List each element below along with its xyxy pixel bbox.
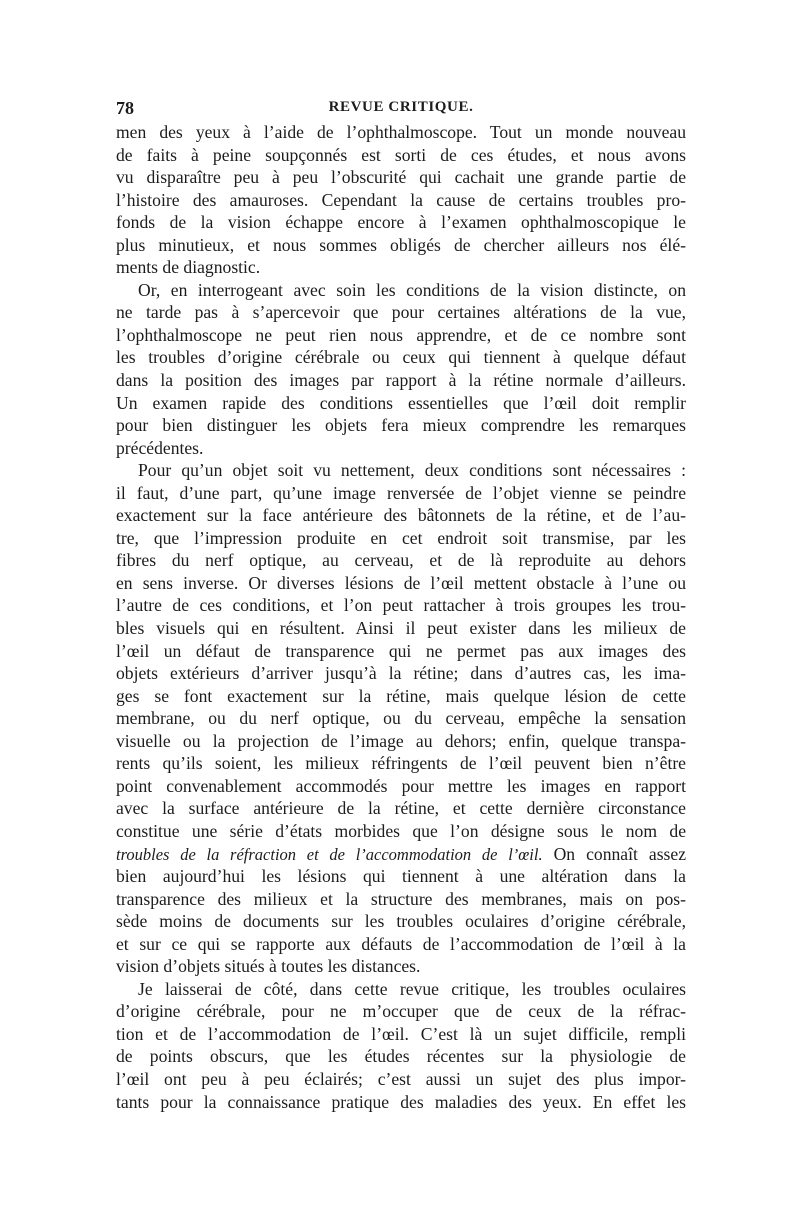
text-line: l’ophthalmoscope ne peut rien nous apprendre, et de ce nombre sont xyxy=(116,324,686,345)
text-line: point convenablement accommodés pour mettre les images en rapport xyxy=(116,775,686,796)
text-line: avec la surface antérieure de la rétine, et cette dernière circonstance xyxy=(116,798,686,819)
paragraph-end-line: ments de diagnostic. xyxy=(116,257,261,278)
text-line: de faits à peine soupçonnés est sorti de ces études, et nous avons xyxy=(116,144,686,165)
paragraph-start-line: Or, en interrogeant avec soin les conditions de la vision distincte, on xyxy=(138,279,686,300)
paragraph-end-line: vision d’objets situés à toutes les distances. xyxy=(116,956,421,977)
text-line: objets extérieurs d’arriver jusqu’à la rétine; dans d’autres cas, les ima- xyxy=(116,663,686,684)
text-line: de points obscurs, que les études récentes sur la physiologie de xyxy=(116,1046,686,1067)
text-line: tants pour la connaissance pratique des maladies des yeux. En effet les xyxy=(116,1091,686,1112)
text-line: l’œil ont peu à peu éclairés; c’est aussi un sujet des plus impor- xyxy=(116,1068,686,1089)
text-line: ges se font exactement sur la rétine, mais quelque lésion de cette xyxy=(116,685,686,706)
text-line: constitue une série d’états morbides que l’on désigne sous le nom de xyxy=(116,820,686,841)
text-line: bles visuels qui en résultent. Ainsi il peut exister dans les milieux de xyxy=(116,618,686,639)
text-line: sède moins de documents sur les troubles oculaires d’origine cérébrale, xyxy=(116,911,686,932)
text-line: rents qu’ils soient, les milieux réfringents de l’œil peuvent bien n’être xyxy=(116,753,686,774)
text-line: exactement sur la face antérieure des bâtonnets de la rétine, et de l’au- xyxy=(116,505,686,526)
text-line: men des yeux à l’aide de l’ophthalmoscope. Tout un monde nouveau xyxy=(116,122,686,142)
text-line: ne tarde pas à s’apercevoir que pour certaines altérations de la vue, xyxy=(116,302,686,323)
text-line: l’histoire des amauroses. Cependant la cause de certains troubles pro- xyxy=(116,189,686,210)
text-line: d’origine cérébrale, pour ne m’occuper que de ceux de la réfrac- xyxy=(116,1001,686,1022)
text-line: il faut, d’une part, qu’une image renversée de l’objet vienne se peindre xyxy=(116,482,686,503)
paragraph-end-line: précédentes. xyxy=(116,437,204,458)
text-line: l’autre de ces conditions, et l’on peut rattacher à trois groupes les trou- xyxy=(116,595,686,616)
running-head: REVUE CRITIQUE. xyxy=(328,99,474,115)
text-line: les troubles d’origine cérébrale ou ceux qui tiennent à quelque défaut xyxy=(116,347,686,368)
text-line: tion et de l’accommodation de l’œil. C’est là un sujet difficile, rempli xyxy=(116,1023,686,1044)
text-line: visuelle ou la projection de l’image au dehors; enfin, quelque transpa- xyxy=(116,730,686,751)
text-line: fonds de la vision échappe encore à l’examen ophthalmoscopique le xyxy=(116,212,686,233)
text-line: tre, que l’impression produite en cet endroit soit transmise, par les xyxy=(116,527,686,548)
text-line: pour bien distinguer les objets fera mieux comprendre les remarques xyxy=(116,415,686,436)
text-line: et sur ce qui se rapporte aux défauts de l’accommodation de l’œil à la xyxy=(116,933,686,954)
page-header xyxy=(116,98,686,120)
paragraph-start-line: Pour qu’un objet soit vu nettement, deux conditions sont nécessaires : xyxy=(138,460,686,481)
page-number: 78 xyxy=(116,98,134,118)
text-line: bien aujourd’hui les lésions qui tiennent à une altération dans la xyxy=(116,866,686,887)
text-line: Un examen rapide des conditions essentielles que l’œil doit remplir xyxy=(116,392,686,413)
text-line: membrane, ou du nerf optique, ou du cerveau, empêche la sensation xyxy=(116,708,686,729)
book-page xyxy=(116,98,686,1113)
line-continuation: On connaît assez xyxy=(542,843,686,864)
text-line: transparence des milieux et la structure des membranes, mais on pos- xyxy=(116,888,686,909)
text-line: plus minutieux, et nous sommes obligés de chercher ailleurs nos élé- xyxy=(116,234,686,255)
text-line: l’œil un défaut de transparence qui ne permet pas aux images des xyxy=(116,640,686,661)
text-line: dans la position des images par rapport à la rétine normale d’ailleurs. xyxy=(116,370,686,391)
text-line: vu disparaître peu à peu l’obscurité qui cachait une grande partie de xyxy=(116,167,686,188)
text-line-with-italic xyxy=(116,843,686,866)
text-line: en sens inverse. Or diverses lésions de l’œil mettent obstacle à l’une ou xyxy=(116,572,686,593)
text-line: fibres du nerf optique, au cerveau, et de là reproduite au dehors xyxy=(116,550,686,571)
italic-term: troubles de la réfraction et de l’accommodation de l’œil. xyxy=(116,844,543,864)
article-body xyxy=(116,121,686,1113)
paragraph-start-line: Je laisserai de côté, dans cette revue critique, les troubles oculaires xyxy=(138,978,686,999)
